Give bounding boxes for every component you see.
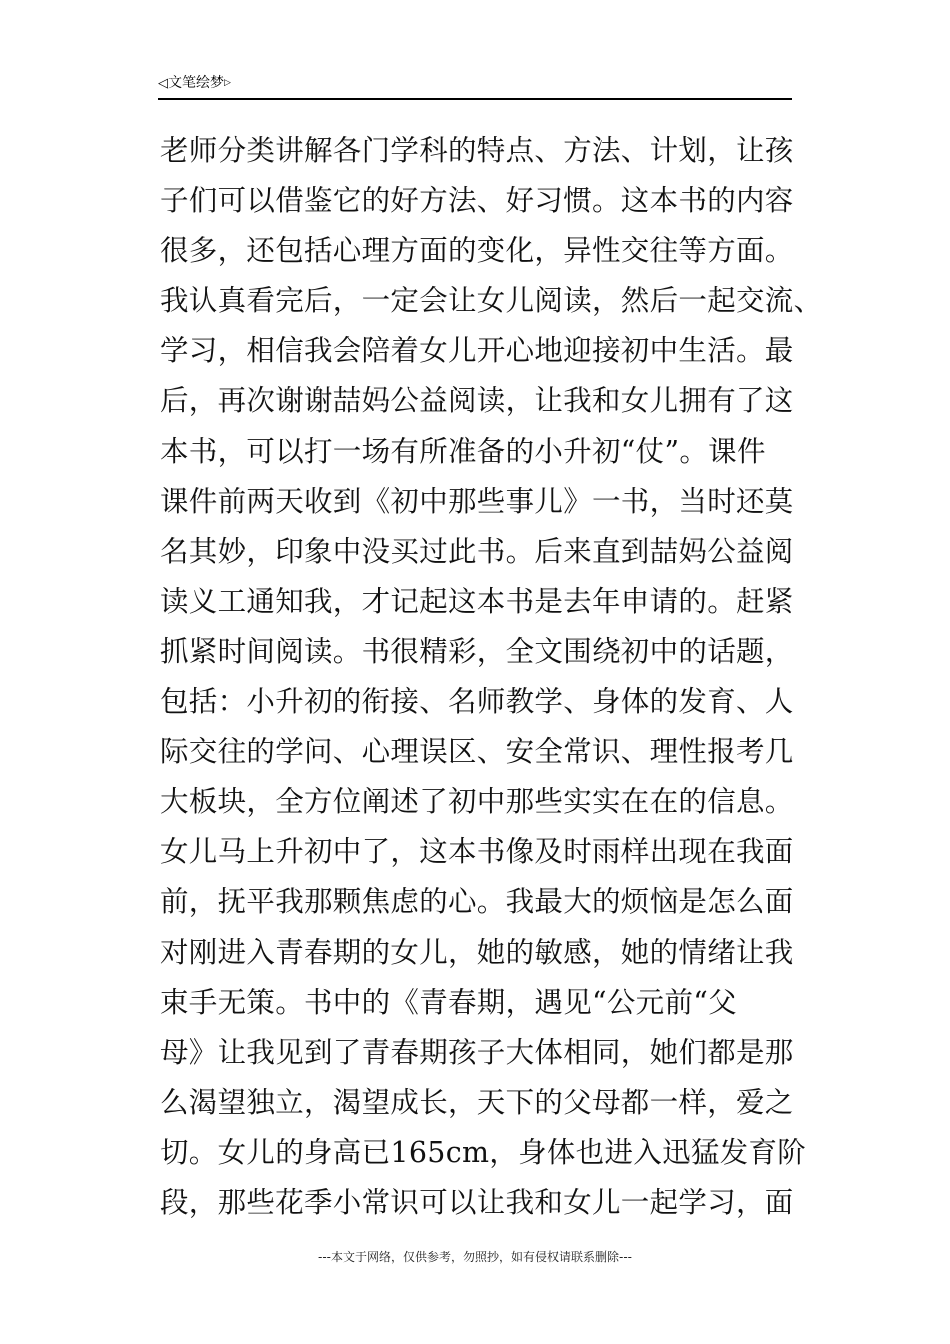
- header-title: 文笔绘梦: [168, 75, 224, 91]
- left-triangle-icon: ◁: [158, 76, 168, 91]
- text-line: 老师分类讲解各门学科的特点、方法、计划，让孩: [160, 134, 794, 167]
- text-line: 本书，可以打一场有所准备的小升初“仗”。课件: [160, 434, 766, 468]
- text-line: 母》让我见到了青春期孩子大体相同，她们都是那: [160, 1035, 794, 1069]
- footer-notice: ---本文于网络，仅供参考，勿照抄，如有侵权请联系删除---: [318, 1250, 632, 1264]
- text-line: 对刚进入青春期的女儿，她的敏感，她的情绪让我: [160, 935, 794, 969]
- document-body: [160, 126, 823, 1228]
- text-line: 课件前两天收到《初中那些事儿》一书，当时还莫: [160, 484, 794, 518]
- text-line: 切。女儿的身高已165cm，身体也进入迅猛发育阶: [160, 1135, 807, 1169]
- text-line: 子们可以借鉴它的好方法、好习惯。这本书的内容: [160, 184, 794, 218]
- text-line: 前，抚平我那颗焦虑的心。我最大的烦恼是怎么面: [160, 885, 794, 919]
- right-triangle-icon: ▷: [224, 78, 231, 88]
- text-line: 束手无策。书中的《青春期，遇见“公元前“父: [160, 985, 737, 1019]
- text-line: 段，那些花季小常识可以让我和女儿一起学习，面: [160, 1185, 794, 1219]
- text-line: 际交往的学问、心理误区、安全常识、理性报考几: [160, 735, 794, 769]
- text-line: 包括：小升初的衔接、名师教学、身体的发育、人: [160, 685, 794, 719]
- text-line: 我认真看完后，一定会让女儿阅读，然后一起交流、: [160, 284, 823, 318]
- page-header: [158, 72, 792, 100]
- text-line: 大板块，全方位阐述了初中那些实实在在的信息。: [160, 785, 794, 819]
- text-line: 名其妙，印象中没买过此书。后来直到喆妈公益阅: [160, 534, 794, 568]
- text-line: 抓紧时间阅读。书很精彩，全文围绕初中的话题，: [160, 634, 794, 668]
- text-line: 后，再次谢谢喆妈公益阅读，让我和女儿拥有了这: [160, 384, 794, 418]
- text-line: 么渴望独立，渴望成长，天下的父母都一样，爱之: [160, 1085, 794, 1119]
- text-line: 女儿马上升初中了，这本书像及时雨样出现在我面: [160, 835, 794, 869]
- text-line: 学习，相信我会陪着女儿开心地迎接初中生活。最: [160, 334, 794, 368]
- text-line: 读义工通知我，才记起这本书是去年申请的。赶紧: [160, 584, 794, 618]
- text-line: 很多，还包括心理方面的变化，异性交往等方面。: [160, 234, 794, 268]
- header-title-group: [158, 74, 231, 93]
